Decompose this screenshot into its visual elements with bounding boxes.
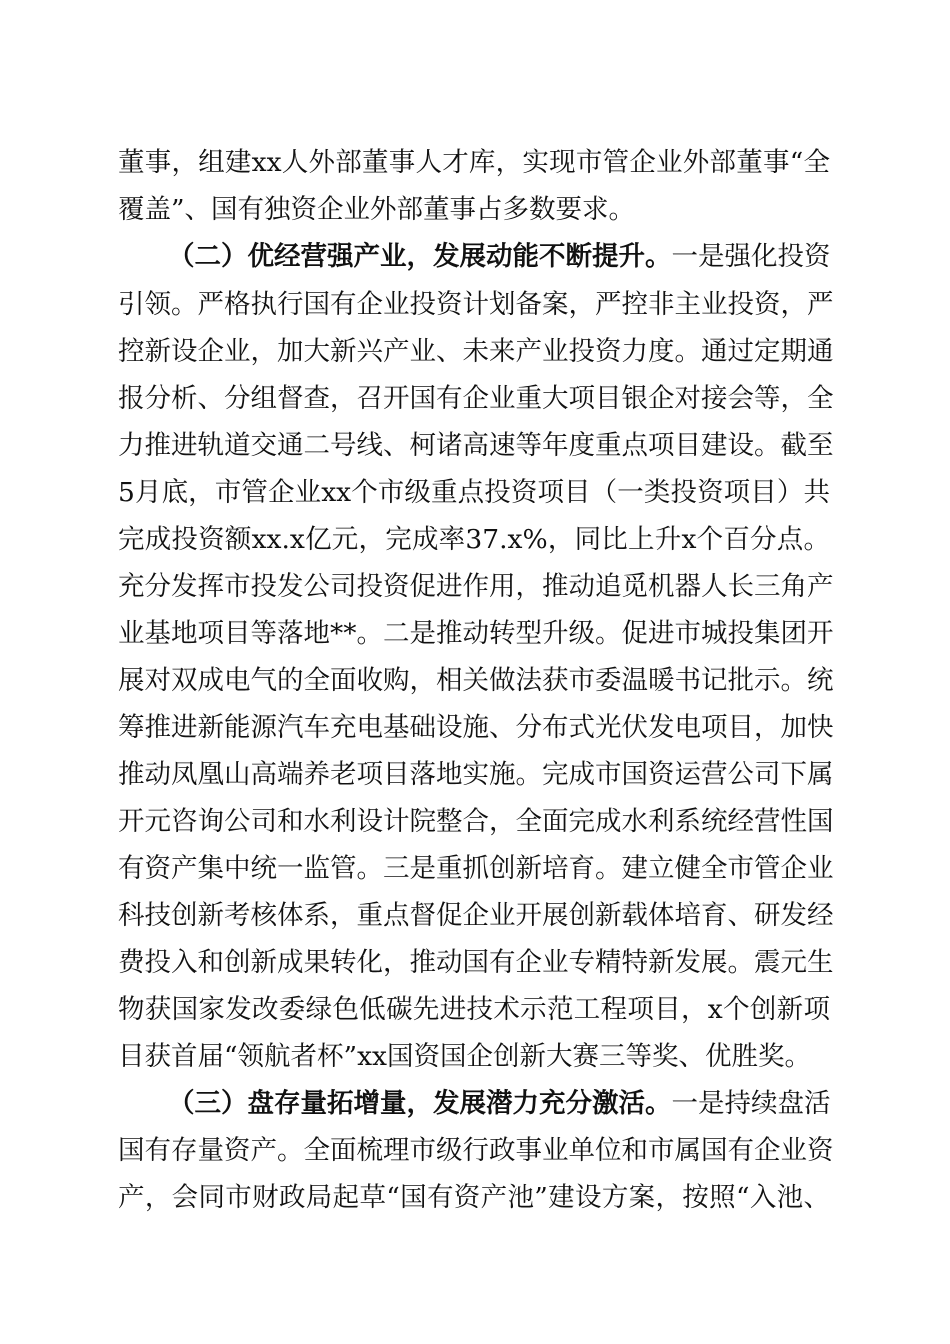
text-line: 物获国家发改委绿色低碳先进技术示范工程项目，x个创新项: [118, 994, 830, 1025]
text-line: 国有存量资产。全面梳理市级行政事业单位和市属国有企业资: [118, 1135, 834, 1166]
paragraph-line: [168, 1084, 830, 1124]
paragraph-line: [168, 237, 830, 277]
text-line: 筹推进新能源汽车充电基础设施、分布式光伏发电项目，加快: [118, 712, 834, 743]
text-line: 覆盖”、国有独资企业外部董事占多数要求。: [118, 194, 636, 225]
text-line: 开元咨询公司和水利设计院整合，全面完成水利系统经营性国: [118, 806, 834, 837]
text-line: 科技创新考核体系，重点督促企业开展创新载体培育、研发经: [118, 900, 834, 931]
text-line: 力推进轨道交通二号线、柯诸高速等年度重点项目建设。截至: [118, 430, 834, 461]
section-heading-2: （二）优经营强产业，发展动能不断提升。: [168, 241, 672, 272]
text-line: 展对双成电气的全面收购，相关做法获市委温暖书记批示。统: [118, 665, 834, 696]
text-line: 推动凤凰山高端养老项目落地实施。完成市国资运营公司下属: [118, 759, 834, 790]
text-span: 一是强化投资: [671, 241, 831, 272]
text-line: 控新设企业，加大新兴产业、未来产业投资力度。通过定期通: [118, 336, 834, 367]
text-line: 产，会同市财政局起草“国有资产池”建设方案，按照“入池、: [118, 1182, 830, 1213]
text-line: 5月底，市管企业xx个市级重点投资项目（一类投资项目）共: [118, 477, 830, 508]
text-line: 目获首届“领航者杯”xx国资国企创新大赛三等奖、优胜奖。: [118, 1041, 811, 1072]
text-line: 充分发挥市投发公司投资促进作用，推动追觅机器人长三角产: [118, 571, 834, 602]
text-line: 费投入和创新成果转化，推动国有企业专精特新发展。震元生: [118, 947, 834, 978]
text-line: 有资产集中统一监管。三是重抓创新培育。建立健全市管企业: [118, 853, 834, 884]
text-line: 董事，组建xx人外部董事人才库，实现市管企业外部董事“全: [118, 147, 830, 178]
text-span: 一是持续盘活: [671, 1088, 831, 1119]
text-line: 完成投资额xx.x亿元，完成率37.x%，同比上升x个百分点。: [118, 524, 830, 555]
text-line: 业基地项目等落地**。二是推动转型升级。促进市城投集团开: [118, 618, 834, 649]
text-line: 引领。严格执行国有企业投资计划备案，严控非主业投资，严: [118, 289, 834, 320]
text-line: 报分析、分组督查，召开国有企业重大项目银企对接会等，全: [118, 383, 834, 414]
section-heading-3: （三）盘存量拓增量，发展潜力充分激活。: [168, 1088, 672, 1119]
